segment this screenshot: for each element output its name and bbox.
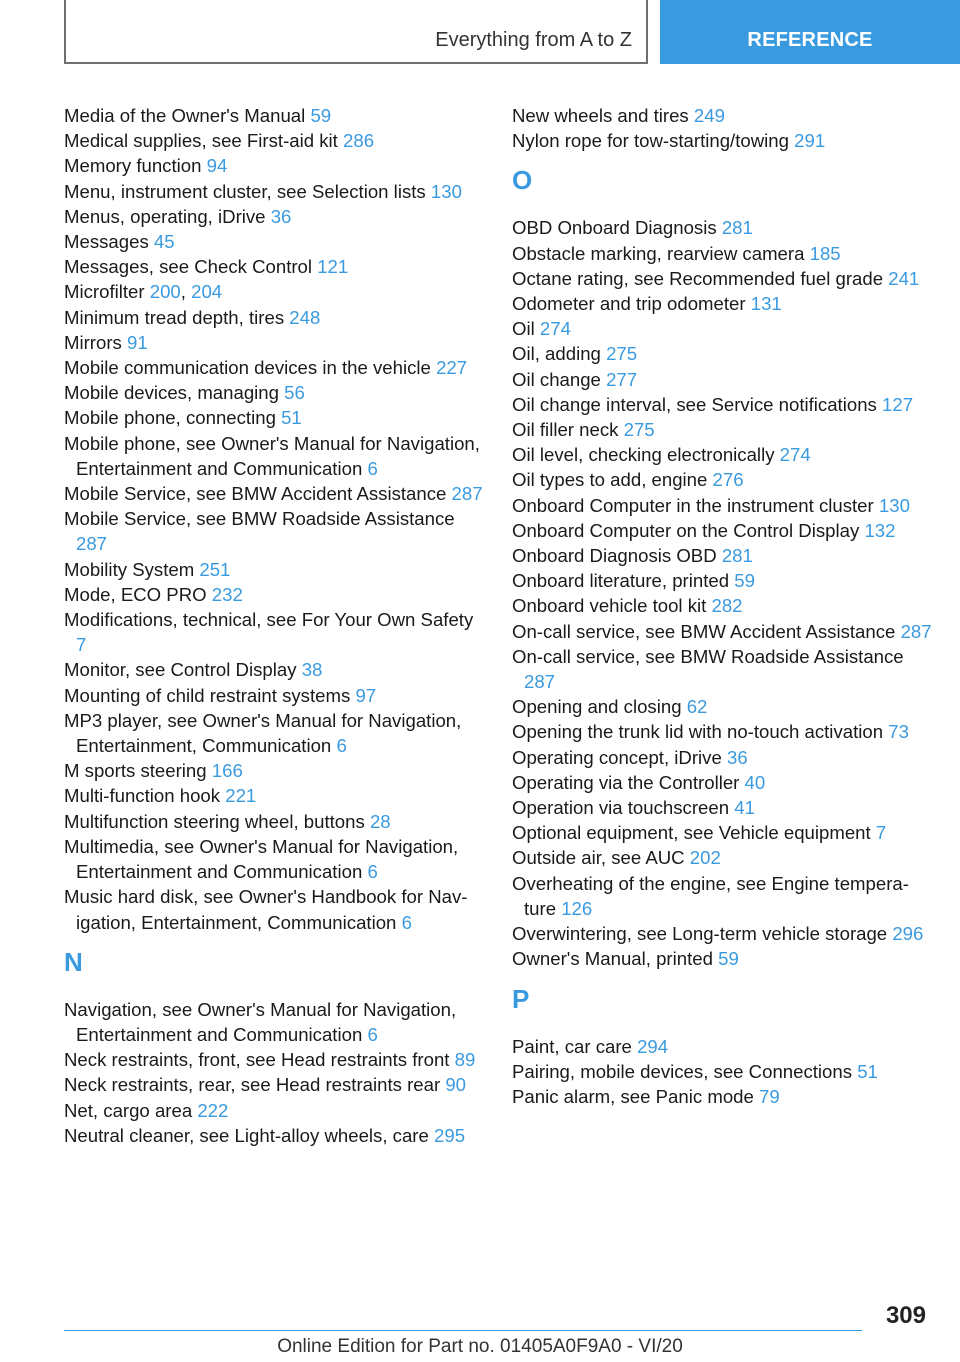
index-entry-text: Outside air, see AUC: [512, 847, 685, 869]
index-entry-text: M sports steering: [64, 760, 207, 782]
page-reference-link[interactable]: 281: [721, 217, 753, 239]
page-number: 309: [885, 1302, 926, 1329]
page-reference-link[interactable]: 275: [623, 419, 655, 441]
page-reference-link[interactable]: 59: [734, 570, 755, 592]
header-section-box: [64, 0, 648, 64]
index-entry: [64, 481, 484, 506]
index-entry-text: Media of the Owner's Manual: [64, 105, 306, 126]
index-entry-text: Neck restraints, rear, see Head restraints rear: [64, 1074, 441, 1096]
page-reference-link[interactable]: 251: [199, 558, 231, 580]
index-entry: [64, 305, 484, 330]
index-entry: [64, 179, 484, 204]
page-reference-link[interactable]: 274: [779, 444, 811, 466]
index-entry-text: Opening the trunk lid with no-touch activation: [512, 721, 884, 743]
page-reference-link[interactable]: 38: [301, 659, 323, 681]
index-entry-text: Messages: [64, 231, 149, 253]
index-entry: [512, 644, 932, 694]
index-entry: [512, 1084, 932, 1109]
index-entry: [64, 834, 484, 884]
index-entry-text: Operating concept, iDrive: [512, 746, 722, 768]
page-reference-link[interactable]: 51: [857, 1060, 878, 1082]
page-reference-link[interactable]: 130: [878, 494, 910, 516]
page-reference-link[interactable]: 275: [606, 343, 638, 365]
page-reference-link[interactable]: 249: [693, 105, 725, 126]
index-entry-text: Neck restraints, front, see Head restraints front: [64, 1049, 450, 1071]
index-entry-text: Microfilter: [64, 281, 145, 303]
index-entry-text: Oil: [512, 318, 535, 340]
index-entry-text: Odometer and trip odometer: [512, 293, 746, 315]
index-entry: [64, 997, 484, 1047]
index-entry: [64, 783, 484, 808]
page-reference-link[interactable]: 227: [436, 357, 468, 379]
page-reference-link[interactable]: 131: [750, 293, 782, 315]
index-entry-text: Oil change: [512, 368, 601, 390]
index-entry: [512, 845, 932, 870]
page-reference-link[interactable]: 274: [539, 318, 571, 340]
reference-tab: [660, 0, 960, 64]
page-reference-link[interactable]: 6: [367, 457, 378, 479]
index-entry-text: Onboard Computer on the Control Display: [512, 519, 860, 541]
index-entry-text: Minimum tread depth, tires: [64, 306, 285, 328]
index-entry-text: Menus, operating, iDrive: [64, 205, 266, 227]
index-entry: [64, 229, 484, 254]
page-reference-link[interactable]: 126: [561, 897, 593, 919]
index-entry: [64, 683, 484, 708]
index-entry-text: Nylon rope for tow-starting/towing: [512, 130, 789, 152]
index-entry: [512, 341, 932, 366]
page-reference-link[interactable]: 286: [343, 130, 375, 152]
index-entry: [512, 694, 932, 719]
index-entry-text: Mobile Service, see BMW Roadside Assistance: [64, 508, 455, 530]
page-reference-link[interactable]: 287: [76, 533, 108, 555]
index-entry: [64, 355, 484, 380]
page-reference-link[interactable]: 62: [686, 696, 708, 718]
index-entry: [512, 770, 932, 795]
index-entry: [64, 582, 484, 607]
index-entry: [64, 1047, 484, 1072]
index-entry: [512, 291, 932, 316]
index-entry-text: Opening and closing: [512, 696, 682, 718]
page-reference-link[interactable]: 45: [153, 231, 175, 253]
index-entry-text: Panic alarm, see Panic mode: [512, 1085, 754, 1107]
index-column-left: [64, 103, 484, 1148]
index-entry-text: Neutral cleaner, see Light-alloy wheels, care: [64, 1124, 429, 1146]
index-entry: [64, 557, 484, 582]
index-entry-text: Mobile phone, connecting: [64, 407, 276, 429]
index-entry-text: Operating via the Controller: [512, 771, 740, 793]
page-reference-link[interactable]: 248: [289, 306, 321, 328]
page-reference-link[interactable]: 79: [759, 1085, 780, 1107]
page-reference-link[interactable]: 97: [355, 684, 377, 706]
page-reference-link[interactable]: 121: [317, 256, 349, 278]
page-reference-link[interactable]: 202: [689, 847, 721, 869]
index-entry-text: Mobile Service, see BMW Accident Assistance: [64, 483, 447, 505]
page-reference-link[interactable]: 241: [888, 267, 920, 289]
index-entry: [512, 543, 932, 568]
index-entry-text: Onboard Computer in the instrument cluster: [512, 494, 874, 516]
page-reference-link[interactable]: 287: [900, 620, 932, 642]
index-entry: [64, 708, 484, 758]
index-entry-text: Messages, see Check Control: [64, 256, 313, 278]
index-entry-text: Medical supplies, see First-aid kit: [64, 130, 338, 152]
page-reference-link[interactable]: 6: [367, 861, 378, 883]
index-entry: [512, 392, 932, 417]
page-reference-link[interactable]: 91: [127, 331, 148, 353]
index-entry: [512, 215, 932, 240]
page-reference-link[interactable]: 221: [225, 785, 257, 807]
page-reference-link[interactable]: 127: [882, 393, 914, 415]
index-entry: [64, 506, 484, 556]
index-entry: [512, 593, 932, 618]
index-entry-text: Mode, ECO PRO: [64, 583, 207, 605]
section-title: Everything from A to Z: [435, 29, 632, 51]
index-entry: [512, 719, 932, 744]
page-reference-link[interactable]: 28: [369, 810, 391, 832]
page-reference-link[interactable]: 166: [211, 760, 243, 782]
page-reference-link[interactable]: 36: [270, 205, 292, 227]
index-entry-text: MP3 player, see Owner's Manual for Navigation, Entertainment, Communication: [64, 709, 462, 757]
page-reference-link[interactable]: 296: [892, 923, 924, 945]
index-entry-text: Mobility System: [64, 558, 195, 580]
index-entry-text: Oil level, checking electronically: [512, 444, 775, 466]
index-entry: [64, 1098, 484, 1123]
index-entry: [512, 871, 932, 921]
page-reference-link[interactable]: 59: [310, 105, 332, 126]
index-entry-text: Obstacle marking, rearview camera: [512, 242, 805, 264]
page-reference-link[interactable]: 59: [718, 948, 739, 970]
index-entry-text: Optional equipment, see Vehicle equipment: [512, 822, 871, 844]
page-reference-link[interactable]: 7: [875, 822, 887, 844]
index-entry: [512, 241, 932, 266]
reference-tab-label: REFERENCE: [747, 29, 873, 51]
index-entry: [64, 1123, 484, 1148]
index-entry-text: Owner's Manual, printed: [512, 948, 713, 970]
index-entry-text: Octane rating, see Recommended fuel grade: [512, 267, 884, 289]
page-reference-link[interactable]: 130: [430, 180, 462, 202]
index-entry: [512, 442, 932, 467]
index-entry-text: Modifications, technical, see For Your Own Safety: [64, 609, 474, 631]
index-entry: [512, 467, 932, 492]
page-reference-link[interactable]: 56: [284, 382, 305, 404]
page-reference-link[interactable]: 204: [191, 281, 223, 303]
index-entry-text: Multimedia, see Owner's Manual for Navigation, Entertainment and Communication: [64, 835, 459, 883]
page-reference-link[interactable]: 73: [888, 721, 909, 743]
page-reference-link[interactable]: 282: [711, 595, 743, 617]
index-entry: [64, 607, 484, 657]
index-entry: [64, 405, 484, 430]
index-entry: [512, 1059, 932, 1084]
index-entry: [512, 820, 932, 845]
index-entry: [64, 254, 484, 279]
index-entry: [512, 619, 932, 644]
page-reference-link[interactable]: 41: [734, 797, 755, 819]
index-entry: [512, 128, 932, 153]
page-reference-link[interactable]: 277: [606, 368, 638, 390]
page-reference-link[interactable]: 222: [197, 1099, 229, 1121]
index-entry: [512, 795, 932, 820]
index-entry-text: Mobile devices, managing: [64, 382, 279, 404]
index-entry: [64, 380, 484, 405]
index-entry-text: Monitor, see Control Display: [64, 659, 297, 681]
index-entry-text: Onboard vehicle tool kit: [512, 595, 707, 617]
index-entry-text: Pairing, mobile devices, see Connections: [512, 1060, 853, 1082]
index-entry: [64, 431, 484, 481]
page-reference-link[interactable]: 6: [336, 735, 347, 757]
page-reference-link[interactable]: 291: [794, 130, 826, 152]
page-reference-link[interactable]: 36: [726, 746, 748, 768]
index-entry-text: Mounting of child restraint systems: [64, 684, 351, 706]
index-entry-text: Mobile phone, see Owner's Manual for Navigation, Entertainment and Communication: [64, 432, 480, 479]
index-entry-text: Menu, instrument cluster, see Selection lists: [64, 180, 426, 202]
footer-edition-text: Online Edition for Part no. 01405A0F9A0 - VI/20: [277, 1336, 683, 1357]
index-entry: [64, 128, 484, 153]
index-entry: Microfilter 200, 204: [64, 281, 223, 303]
index-entry: [64, 758, 484, 783]
page-reference-link[interactable]: 287: [451, 483, 483, 505]
page-reference-link[interactable]: 90: [445, 1074, 467, 1096]
index-entry-text: Paint, car care: [512, 1035, 632, 1057]
index-column-right: [512, 103, 932, 1109]
index-entry: [512, 518, 932, 543]
page-reference-link[interactable]: 281: [721, 545, 753, 567]
index-entry: [64, 330, 484, 355]
index-entry: [64, 103, 484, 128]
index-entry-text: Operation via touchscreen: [512, 797, 730, 819]
index-entry-text: Net, cargo area: [64, 1099, 193, 1121]
index-entry: [64, 1072, 484, 1097]
page-reference-link[interactable]: 232: [211, 583, 243, 605]
page-reference-link[interactable]: 51: [281, 407, 302, 429]
index-entry-text: Onboard literature, printed: [512, 570, 730, 592]
index-letter-heading: O: [512, 165, 533, 196]
index-entry-text: Mirrors: [64, 331, 122, 353]
index-entry: [64, 153, 484, 178]
index-entry: [64, 884, 484, 934]
footer-divider: [64, 1330, 862, 1331]
index-entry-text: Overheating of the engine, see Engine temperature: [512, 872, 909, 919]
index-entry: [512, 103, 932, 128]
page-reference-link[interactable]: 40: [744, 771, 766, 793]
index-entry: [512, 1034, 932, 1059]
page-reference-link[interactable]: 94: [206, 155, 228, 177]
index-entry: [512, 946, 932, 971]
index-entry: [64, 657, 484, 682]
index-entry-text: Multi-function hook: [64, 785, 221, 807]
index-entry: [64, 809, 484, 834]
page-reference-link[interactable]: 294: [637, 1035, 669, 1057]
index-entry-text: Oil, adding: [512, 343, 601, 365]
index-entry: [512, 417, 932, 442]
index-entry-text: Memory function: [64, 155, 202, 177]
page-reference-link[interactable]: 6: [367, 1023, 378, 1045]
index-entry-text: Oil types to add, engine: [512, 469, 708, 491]
page-reference-link[interactable]: 132: [864, 519, 896, 541]
index-entry-text: OBD Onboard Diagnosis: [512, 217, 717, 239]
page-reference-link[interactable]: 7: [76, 634, 87, 656]
index-entry-text: Music hard disk, see Owner's Handbook for Navigation, Entertainment, Communication: [64, 886, 468, 933]
index-entry: [512, 568, 932, 593]
index-entry-text: On-call service, see BMW Accident Assistance: [512, 620, 896, 642]
index-entry: [512, 266, 932, 291]
index-letter-heading: N: [64, 946, 83, 977]
index-letter-heading: P: [512, 983, 530, 1014]
index-entry-text: New wheels and tires: [512, 105, 689, 126]
page-reference-link[interactable]: 89: [454, 1049, 476, 1071]
index-entry: [64, 204, 484, 229]
index-entry: [512, 316, 932, 341]
index-entry-text: Oil change interval, see Service notifications: [512, 393, 877, 415]
index-entry: [512, 493, 932, 518]
index-entry-text: On-call service, see BMW Roadside Assistance: [512, 645, 904, 667]
index-entry-text: Navigation, see Owner's Manual for Navigation, Entertainment and Communication: [64, 998, 457, 1045]
index-entry: [512, 367, 932, 392]
index-entry: [512, 745, 932, 770]
page-reference-link[interactable]: 287: [524, 671, 556, 693]
index-entry-text: Onboard Diagnosis OBD: [512, 545, 717, 567]
page-reference-link[interactable]: 185: [809, 242, 841, 264]
index-entry-text: Oil filler neck: [512, 419, 619, 441]
page-reference-link[interactable]: 276: [712, 469, 744, 491]
index-entry-text: Overwintering, see Long-term vehicle storage: [512, 923, 888, 945]
page-reference-link[interactable]: 295: [434, 1124, 466, 1146]
index-entry-text: Mobile communication devices in the vehicle: [64, 357, 431, 379]
page-reference-link[interactable]: 6: [401, 911, 412, 933]
index-entry: [512, 921, 932, 946]
index-entry-text: Multifunction steering wheel, buttons: [64, 810, 365, 832]
page-reference-link[interactable]: 200: [149, 281, 181, 303]
